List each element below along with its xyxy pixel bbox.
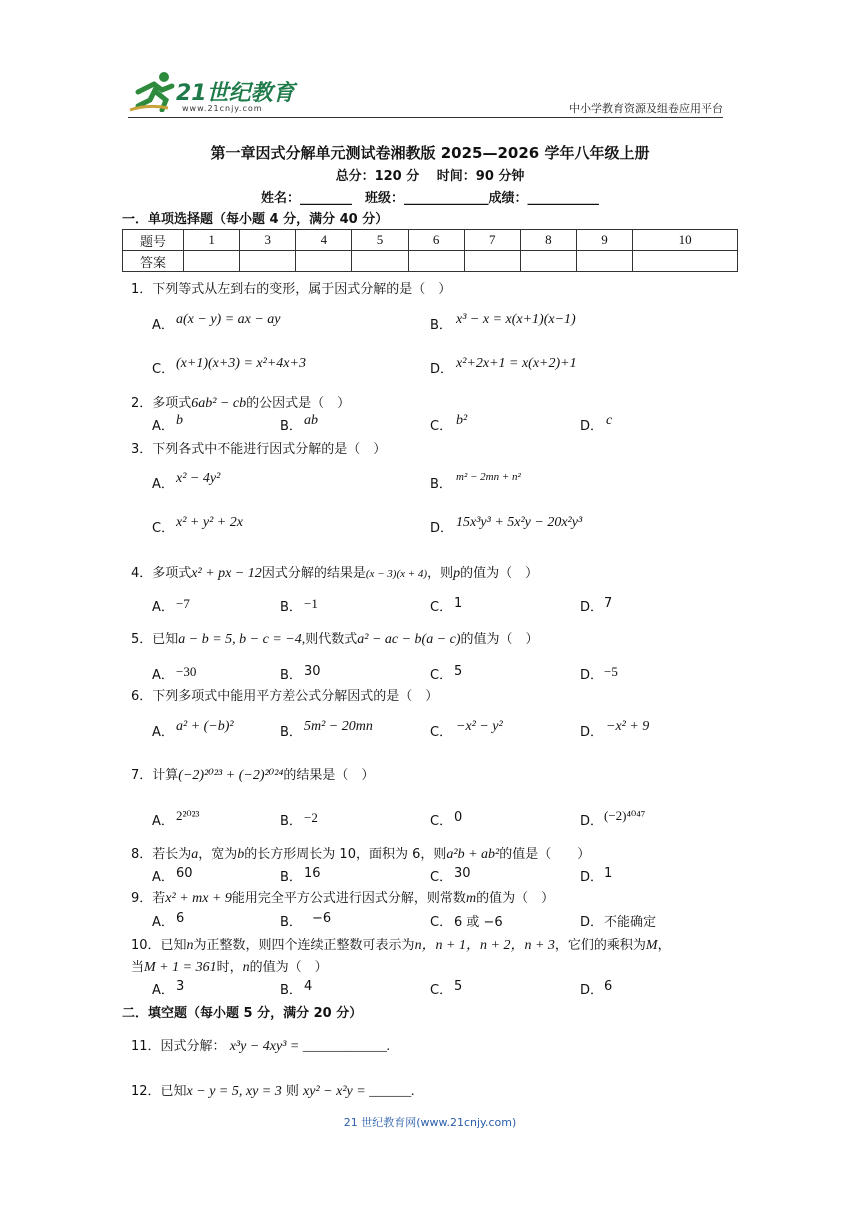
option-label: A．	[152, 915, 174, 930]
section-2-title: 二．填空题（每小题 5 分，满分 20 分）	[122, 1006, 363, 1021]
option-expr: 7	[604, 596, 613, 611]
option-expr: 不能确定	[604, 915, 657, 930]
question-stem	[131, 887, 554, 907]
option-expr: 60	[176, 866, 193, 881]
stem-expr: a − b = 5, b − c = −4,	[178, 632, 306, 647]
footer-link[interactable]: 21 世纪教育网(www.21cnjy.com)	[343, 1116, 517, 1129]
stem-text: 时，	[216, 960, 243, 975]
option-label: A．	[152, 318, 174, 333]
answer-cell[interactable]	[576, 251, 632, 272]
option-label: D．	[430, 362, 454, 377]
table-cell: 9	[576, 230, 632, 251]
option-label: D．	[580, 419, 604, 434]
table-cell: 6	[408, 230, 464, 251]
option-expr: 30	[304, 664, 321, 679]
stem-expr: x² + mx + 9	[165, 891, 232, 906]
stem-text: 的长方形周长为 10，面积为 6，则	[244, 847, 447, 862]
stem-expr: a²b + ab²	[446, 847, 500, 862]
stem-text: 能用完全平方公式进行因式分解，则常数	[231, 891, 466, 906]
question-11	[131, 1035, 390, 1055]
stem-text: 4．多项式	[131, 566, 192, 581]
option-label: C．	[430, 419, 453, 434]
option-expr: 3	[176, 979, 185, 994]
question-stem: 10．已知n为正整数，则四个连续正整数可表示为n，n + 1，n + 2，n + 3，它们的乘积为M，	[131, 938, 671, 953]
option-expr: 1	[454, 596, 463, 611]
answer-cell[interactable]	[633, 251, 738, 272]
section-1-title: 一．单项选择题（每小题 4 分，满分 40 分）	[122, 212, 389, 227]
option-expr: 2²⁰²³	[176, 808, 200, 823]
question-stem-line2	[131, 956, 328, 976]
header-divider	[128, 117, 723, 118]
stem-text: 则	[285, 1084, 299, 1099]
student-info: 姓名：________ 班级：_____________成绩：___________	[260, 191, 599, 206]
option-label: B．	[280, 725, 302, 740]
option-expr: b	[176, 413, 183, 428]
stem-expr: x² + px − 12	[191, 566, 262, 581]
stem-text: 2．多项式	[131, 396, 192, 411]
stem-expr: M + 1 = 361	[144, 960, 217, 975]
answer-cell[interactable]	[408, 251, 464, 272]
stem-expr: M	[645, 938, 658, 953]
option-expr: −30	[176, 664, 197, 679]
table-cell: 1	[184, 230, 240, 251]
option-expr: c	[606, 413, 613, 428]
option-label: C．	[430, 870, 453, 885]
option-label: D．	[580, 915, 604, 930]
stem-text: 11．因式分解：	[131, 1039, 226, 1054]
stem-text: 的值是（ ）	[499, 847, 591, 862]
option-label: B．	[280, 419, 302, 434]
answer-cell[interactable]	[184, 251, 240, 272]
option-expr: 5m² − 20mn	[304, 719, 373, 734]
option-expr: ab	[304, 413, 318, 428]
stem-expr: a	[191, 847, 199, 862]
option-expr: −5	[604, 664, 618, 679]
stem-text: 9．若	[131, 891, 166, 906]
option-label: B．	[280, 600, 302, 615]
stem-text: 的值为（ ）	[460, 632, 539, 647]
option-expr: −7	[176, 596, 190, 611]
table-row	[123, 251, 738, 272]
table-cell: 8	[520, 230, 576, 251]
table-cell: 7	[464, 230, 520, 251]
option-label: B．	[280, 814, 302, 829]
option-label: B．	[430, 318, 452, 333]
option-label: A．	[152, 814, 174, 829]
option-label: D．	[430, 521, 454, 536]
option-expr: m² − 2mn + n²	[456, 471, 521, 483]
option-expr: −x² − y²	[456, 719, 503, 734]
option-label: D．	[580, 870, 604, 885]
question-stem	[131, 764, 374, 784]
table-cell: 题号	[123, 230, 184, 251]
answer-table	[122, 229, 738, 272]
logo-url: www.21cnjy.com	[182, 104, 263, 113]
stem-text: 5．已知	[131, 632, 179, 647]
table-cell: 4	[296, 230, 352, 251]
stem-expr: m	[465, 891, 477, 906]
question-stem	[131, 843, 590, 863]
option-label: A．	[152, 870, 174, 885]
option-label: A．	[152, 668, 174, 683]
stem-expr: p	[453, 566, 461, 581]
stem-text: 的值为（ ）	[249, 960, 328, 975]
stem-expr: n	[242, 960, 250, 975]
option-expr: a(x − y) = ax − ay	[176, 312, 281, 327]
option-expr: 5	[454, 664, 463, 679]
option-label: C．	[430, 725, 453, 740]
option-label: C．	[430, 983, 453, 998]
option-expr: 6	[604, 979, 613, 994]
option-label: B．	[280, 915, 302, 930]
stem-expr: n，n + 1，n + 2，n + 3	[414, 938, 555, 953]
option-expr: b²	[456, 413, 468, 428]
option-expr: −x² + 9	[606, 719, 650, 734]
stem-expr: (−2)²⁰²³ + (−2)²⁰²⁴	[178, 768, 284, 783]
option-label: A．	[152, 419, 174, 434]
stem-expr[interactable]: x³y − 4xy³ = ____________.	[229, 1039, 391, 1054]
table-cell: 5	[352, 230, 408, 251]
option-label: C．	[430, 668, 453, 683]
option-expr: x²+2x+1 = x(x+2)+1	[456, 356, 577, 371]
option-label: D．	[580, 668, 604, 683]
stem-text: 为正整数，则四个连续正整数可表示为	[193, 938, 415, 953]
table-cell: 10	[633, 230, 738, 251]
answer-cell[interactable]	[352, 251, 408, 272]
stem-text: ，则	[427, 566, 454, 581]
stem-expr: a² − ac − b(a − c)	[357, 632, 461, 647]
option-label: D．	[580, 983, 604, 998]
table-cell: 3	[240, 230, 296, 251]
option-label: B．	[280, 870, 302, 885]
table-cell: 答案	[123, 251, 184, 272]
option-label: C．	[152, 521, 175, 536]
option-expr: x² − 4y²	[176, 471, 221, 486]
stem-text: 10．已知	[131, 938, 187, 953]
option-label: D．	[580, 814, 604, 829]
table-row	[123, 230, 738, 251]
option-label: C．	[152, 362, 175, 377]
question-stem: 3．下列各式中不能进行因式分解的是（ ）	[131, 442, 387, 457]
question-stem	[131, 562, 538, 582]
stem-expr: n	[186, 938, 194, 953]
stem-text: ，宽为	[198, 847, 238, 862]
option-expr: 4	[304, 979, 313, 994]
option-expr: 15x³y³ + 5x²y − 20x²y³	[456, 515, 583, 530]
question-12	[131, 1080, 415, 1100]
question-stem	[131, 392, 350, 412]
option-label: B．	[280, 983, 302, 998]
option-label: D．	[580, 725, 604, 740]
stem-expr[interactable]: xy² − x²y = ______.	[303, 1084, 415, 1099]
option-expr: x² + y² + 2x	[176, 515, 243, 530]
logo-text: 21世纪教育	[176, 81, 295, 106]
option-label: C．	[430, 814, 453, 829]
score-time: 总分：120 分 时间：90 分钟	[335, 169, 525, 184]
option-label: D．	[580, 600, 604, 615]
stem-text: 的公因式是（ ）	[246, 396, 351, 411]
stem-expr: b	[237, 847, 245, 862]
stem-text: 的值为（ ）	[460, 566, 539, 581]
stem-text: 12．已知	[131, 1084, 187, 1099]
option-expr: 6	[176, 911, 185, 926]
option-expr: (−2)⁴⁰⁴⁷	[604, 808, 646, 823]
stem-text: 的值为（ ）	[476, 891, 555, 906]
logo	[128, 70, 298, 112]
stem-text: 则代数式	[305, 632, 358, 647]
stem-text: 的结果是（ ）	[283, 768, 375, 783]
option-expr: 16	[304, 866, 321, 881]
option-label: B．	[430, 477, 452, 492]
option-label: A．	[152, 983, 174, 998]
stem-text: 7．计算	[131, 768, 179, 783]
option-expr: −2	[304, 810, 318, 825]
stem-text: 当	[131, 960, 145, 975]
option-label: B．	[280, 668, 302, 683]
platform-name: 中小学教育资源及组卷应用平台	[569, 102, 723, 115]
answer-cell[interactable]	[464, 251, 520, 272]
option-expr: x³ − x = x(x+1)(x−1)	[456, 312, 576, 327]
option-expr: −1	[304, 596, 318, 611]
option-label: A．	[152, 477, 174, 492]
question-stem: 1．下列等式从左到右的变形，属于因式分解的是（ ）	[131, 282, 452, 297]
option-label: C．	[430, 915, 453, 930]
page-title: 第一章因式分解单元测试卷湘教版 2025—2026 学年八年级上册	[210, 144, 650, 162]
option-expr: −6	[312, 911, 332, 926]
answer-cell[interactable]	[520, 251, 576, 272]
option-label: C．	[430, 600, 453, 615]
stem-expr: (x − 3)(x + 4)	[365, 568, 428, 580]
answer-cell[interactable]	[240, 251, 296, 272]
option-label: A．	[152, 725, 174, 740]
question-stem: 6．下列多项式中能用平方差公式分解因式的是（ ）	[131, 689, 439, 704]
stem-expr: 6ab² − cb	[191, 396, 247, 411]
answer-cell[interactable]	[296, 251, 352, 272]
stem-text: 8．若长为	[131, 847, 192, 862]
question-stem	[131, 628, 539, 648]
option-expr: 5	[454, 979, 463, 994]
option-expr: (x+1)(x+3) = x²+4x+3	[176, 356, 306, 371]
stem-expr: x − y = 5, xy = 3	[186, 1084, 282, 1099]
option-expr: 0	[454, 810, 463, 825]
stem-text: ，它们的乘积为	[554, 938, 646, 953]
option-expr: 30	[454, 866, 471, 881]
option-label: A．	[152, 600, 174, 615]
option-expr: 1	[604, 866, 613, 881]
option-expr: a² + (−b)²	[176, 719, 234, 734]
stem-text: 因式分解的结果是	[261, 566, 366, 581]
option-expr: 6 或 −6	[454, 915, 503, 930]
